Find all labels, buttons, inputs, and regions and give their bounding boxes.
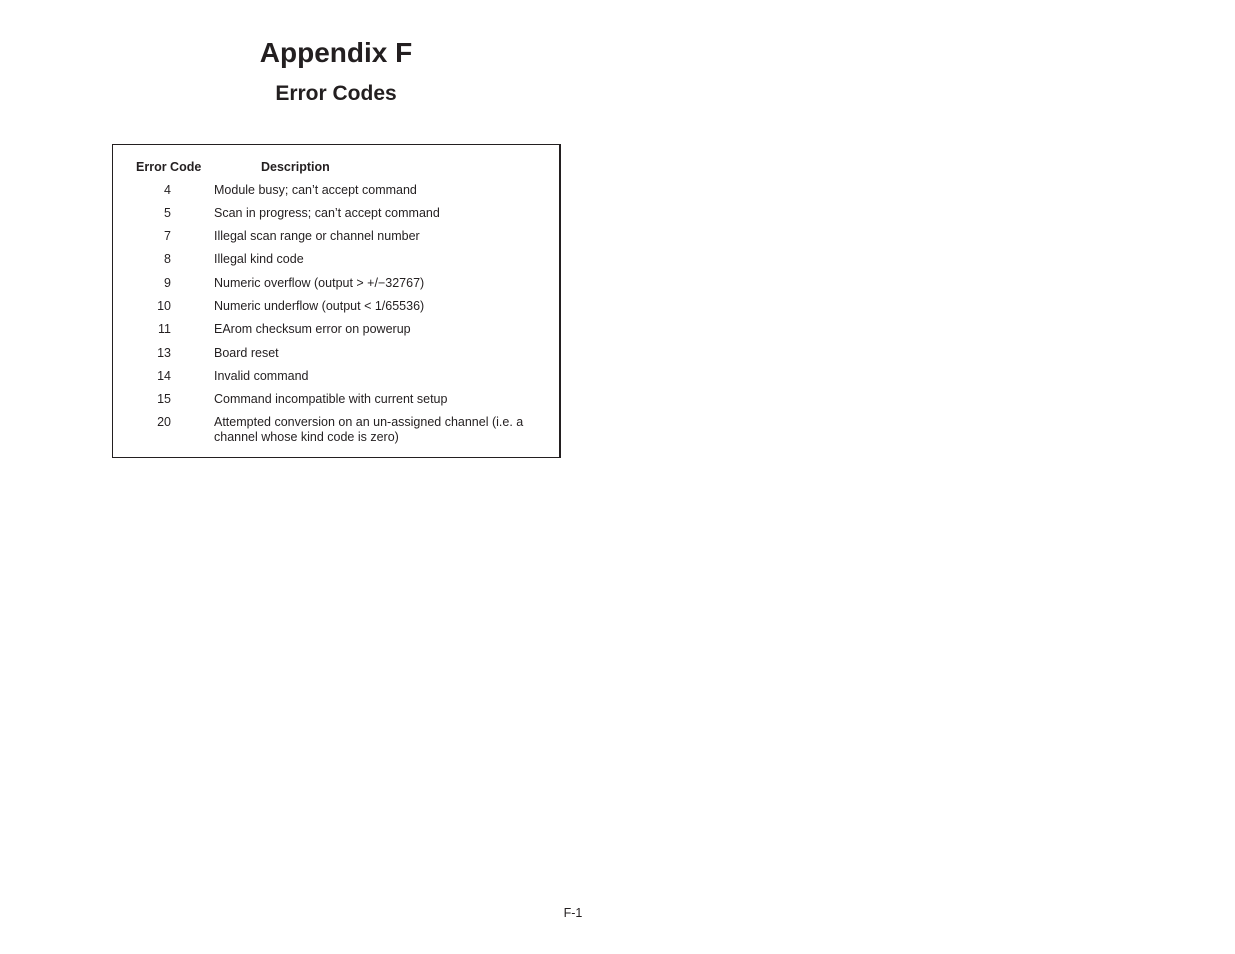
error-description: Illegal kind code: [214, 252, 304, 266]
error-code-table: [112, 144, 561, 458]
error-code: 8: [164, 252, 171, 266]
error-description: Invalid command: [214, 369, 309, 383]
error-code: 14: [157, 369, 171, 383]
error-description: Attempted conversion on an un-assigned channel (i.e. a channel whose kind code is zero): [214, 415, 524, 444]
column-header-description: Description: [261, 160, 330, 174]
error-description: Scan in progress; can’t accept command: [214, 206, 440, 220]
error-description: Illegal scan range or channel number: [214, 229, 420, 243]
error-description: Numeric underflow (output < 1/65536): [214, 299, 425, 313]
error-code: 13: [157, 346, 171, 360]
page-number: F-1: [563, 906, 583, 920]
error-code: 5: [164, 206, 171, 220]
error-description: EArom checksum error on powerup: [214, 322, 411, 336]
error-code: 20: [157, 415, 171, 429]
page-title: Appendix F: [259, 37, 413, 68]
error-description: Board reset: [214, 346, 279, 360]
error-code: 7: [164, 229, 171, 243]
error-code: 10: [157, 299, 171, 313]
error-code: 9: [164, 276, 171, 290]
error-code: 11: [158, 322, 171, 336]
error-description: Command incompatible with current setup: [214, 392, 448, 406]
error-description: Module busy; can’t accept command: [214, 183, 417, 197]
column-header-error-code: Error Code: [136, 160, 202, 174]
page-subtitle: Error Codes: [275, 82, 397, 105]
error-description: Numeric overflow (output > +/−32767): [214, 276, 425, 290]
error-code: 4: [164, 183, 171, 197]
error-code: 15: [157, 392, 171, 406]
